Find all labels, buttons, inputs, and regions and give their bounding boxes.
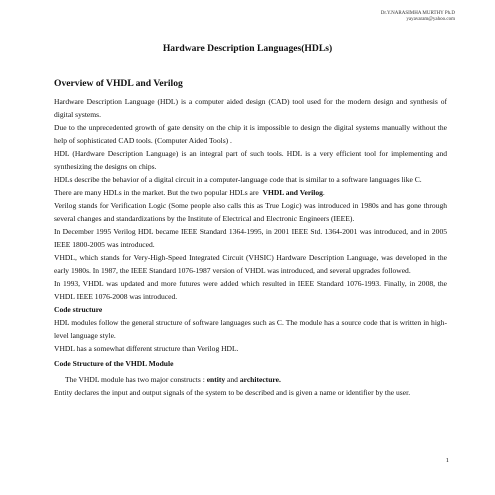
paragraph-13: Entity declares the input and output signals of the system to be described and is given a name or identifier by the user. (54, 388, 411, 397)
page-number: 1 (445, 457, 449, 464)
paragraph-12-and: and (227, 375, 238, 384)
architecture-term: architecture. (239, 375, 281, 384)
paragraph-1: Hardware Description Language (HDL) is a computer aided design (CAD) tool used for the modern design and synthesis of digital systems. (54, 97, 447, 119)
paragraph-5 (54, 186, 447, 199)
paragraph-5-text: There are many HDLs in the market. But the two popular HDLs are (54, 188, 259, 197)
paragraph-3: HDL (Hardware Description Language) is an integral part of such tools. HDL is a very efficient tool for implementing and synthesizing the designs on chips. (54, 149, 447, 171)
code-structure-heading: Code structure (54, 305, 103, 314)
paragraph-11: VHDL has a somewhat different structure than Verilog HDL. (54, 344, 239, 353)
author-name: Dr.Y.NARASIMHA MURTHY Ph.D (380, 11, 455, 16)
vhdl-structure-heading: Code Structure of the VHDL Module (54, 359, 174, 368)
paragraph-8: VHDL, which stands for Very-High-Speed Integrated Circuit (VHSIC) Hardware Description Language, was developed in the early 1980s. In 1987, the IEEE Standard 1076-1987 version of VHDL was introduced, and several upgrades followed. (54, 253, 447, 275)
paragraph-12-text: The VHDL module has two major constructs : (65, 375, 205, 384)
document-title: Hardware Description Languages(HDLs) (162, 43, 333, 54)
author-email: yayavaram@yahoo.com (406, 17, 455, 22)
section-heading-overview: Overview of VHDL and Verilog (54, 78, 183, 89)
paragraph-2: Due to the unprecedented growth of gate density on the chip it is impossible to design the digital systems manually without the help of sophisticated CAD tools. (Computer Aided Tools) . (54, 123, 447, 145)
paragraph-9: In 1993, VHDL was updated and more futures were added which resulted in IEEE Standard 1076-1993. Finally, in 2008, the VHDL IEEE 1076-2008 was introduced. (54, 279, 447, 301)
paragraph-4: HDLs describe the behavior of a digital circuit in a computer-language code that is similar to a software languages like C. (54, 175, 422, 184)
paragraph-5-end: . (322, 188, 325, 197)
page-header (381, 11, 455, 23)
paragraph-7: In December 1995 Verilog HDL became IEEE Standard 1364-1995, in 2001 IEEE Std. 1364-2001 was introduced, and in 2005 IEEE 1800-2005 was introduced. (54, 227, 447, 249)
entity-term: entity (206, 375, 226, 384)
paragraph-5-bold: VHDL and Verilog (262, 188, 323, 197)
document-body (54, 76, 447, 399)
paragraph-6: Verilog stands for Verification Logic (Some people also calls this as True Logic) was introduced in 1980s and has gone through several changes and standardizations by the Institute of Electrical and Electronic Engineers (IEEE). (54, 201, 447, 223)
paragraph-12 (54, 373, 447, 386)
paragraph-10: HDL modules follow the general structure of software languages such as C. The module has a source code that is written in high-level language style. (54, 318, 447, 340)
